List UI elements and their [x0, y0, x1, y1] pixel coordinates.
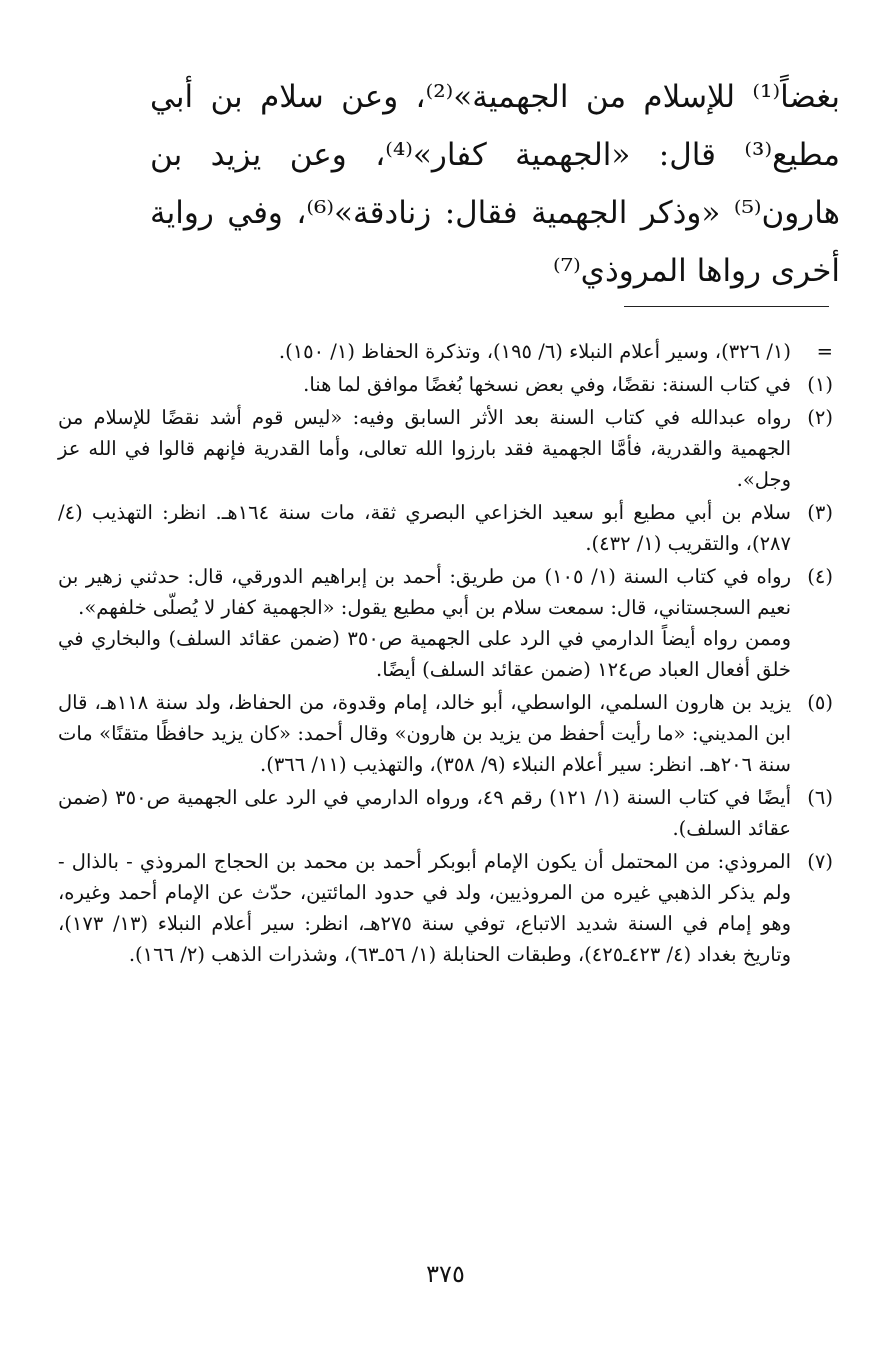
- footnote-text: في كتاب السنة: نقضًا، وفي بعض نسخها بُغضًا موافق لما هنا.: [303, 373, 791, 396]
- footnote-text: وممن رواه أيضاً الدارمي في الرد على الجهمية ص٣٥٠ (ضمن عقائد السلف) والبخاري في خلق أفعال العباد ص١٢٤ (ضمن عقائد السلف) أيضًا.: [58, 627, 792, 681]
- footnote-6: [58, 782, 833, 844]
- footnote-text: يزيد بن هارون السلمي، الواسطي، أبو خالد، إمام وقدوة، من الحفاظ، ولد سنة ١١٨هـ، قال ابن المديني: «ما رأيت أحفظ من يزيد بن هارون» وقال أحمد: «كان يزيد حافظًا متقنًا» مات سنة ٢٠٦هـ. انظر: سير أعلام النبلاء (٩/ ٣٥٨)، والتهذيب (١١/ ٣٦٦).: [58, 691, 791, 776]
- footnote-text: رواه عبدالله في كتاب السنة بعد الأثر السابق وفيه: «ليس قوم أشد نقضًا للإسلام من الجهمية والقدرية، فأمَّا الجهمية فقد بارزوا الله تعالى، وأما القدرية فإنهم قالوا في الله عز وجل».: [58, 406, 791, 491]
- continuation-mark: =: [816, 340, 833, 363]
- footnotes-section: [58, 336, 833, 972]
- main-text-block: [150, 68, 840, 300]
- main-paragraph: بغضاً⁽¹⁾ للإسلام من الجهمية»⁽²⁾، وعن سلام بن أبي مطيع⁽³⁾ قال: «الجهمية كفار»⁽⁴⁾، وعن يزيد بن هارون⁽⁵⁾ «وذكر الجهمية فقال: زنادقة»⁽⁶⁾، وفي رواية أخرى رواها المروذي⁽⁷⁾: [150, 79, 840, 289]
- footnote-number: (٣): [807, 501, 833, 524]
- footnote-number: (٧): [807, 850, 833, 873]
- footnote-text: سلام بن أبي مطيع أبو سعيد الخزاعي البصري ثقة، مات سنة ١٦٤هـ. انظر: التهذيب (٤/ ٢٨٧)، والتقريب (١/ ٤٣٢).: [58, 501, 791, 555]
- footnote-1: [58, 369, 833, 400]
- footnote-2: [58, 402, 833, 495]
- footnote-number: (٥): [807, 691, 833, 714]
- footnote-number: (٦): [807, 786, 833, 809]
- footnote-separator: [624, 306, 829, 307]
- footnote-4: [58, 561, 833, 685]
- footnote-3: [58, 497, 833, 559]
- footnote-text: أيضًا في كتاب السنة (١/ ١٢١) رقم ٤٩، ورواه الدارمي في الرد على الجهمية ص٣٥٠ (ضمن عقائد السلف).: [58, 786, 791, 840]
- footnote-7: [58, 846, 833, 970]
- footnote-5: [58, 687, 833, 780]
- page-number: ٣٧٥: [426, 1260, 465, 1288]
- footnote-number: (١): [807, 373, 833, 396]
- footnote-number: (٤): [807, 565, 833, 588]
- footnote-text: رواه في كتاب السنة (١/ ١٠٥) من طريق: أحمد بن إبراهيم الدورقي، قال: حدثني زهير بن نعيم السجستاني، قال: سمعت سلام بن أبي مطيع يقول: «الجهمية كفار لا يُصلّى خلفهم».: [58, 565, 791, 619]
- footnote-text: المروذي: من المحتمل أن يكون الإمام أبوبكر أحمد بن محمد بن الحجاج المروذي - بالذال - ولم يذكر الذهبي غيره من المروذيين، ولد في حدود المائتين، حدّث عن الإمام أحمد وغيره، وهو إمام في السنة شديد الاتباع، توفي سنة ٢٧٥هـ، انظر: سير أعلام النبلاء (١٣/ ١٧٣)، وتاريخ بغداد (٤/ ٤٢٣ـ٤٢٥)، وطبقات الحنابلة (١/ ٥٦ـ٦٣)، وشذرات الذهب (٢/ ١٦٦).: [58, 850, 791, 966]
- footnote-number: (٢): [807, 406, 833, 429]
- continuation-text: (١/ ٣٢٦)، وسير أعلام النبلاء (٦/ ١٩٥)، وتذكرة الحفاظ (١/ ١٥٠).: [278, 340, 791, 363]
- footnote-continuation: [58, 336, 833, 367]
